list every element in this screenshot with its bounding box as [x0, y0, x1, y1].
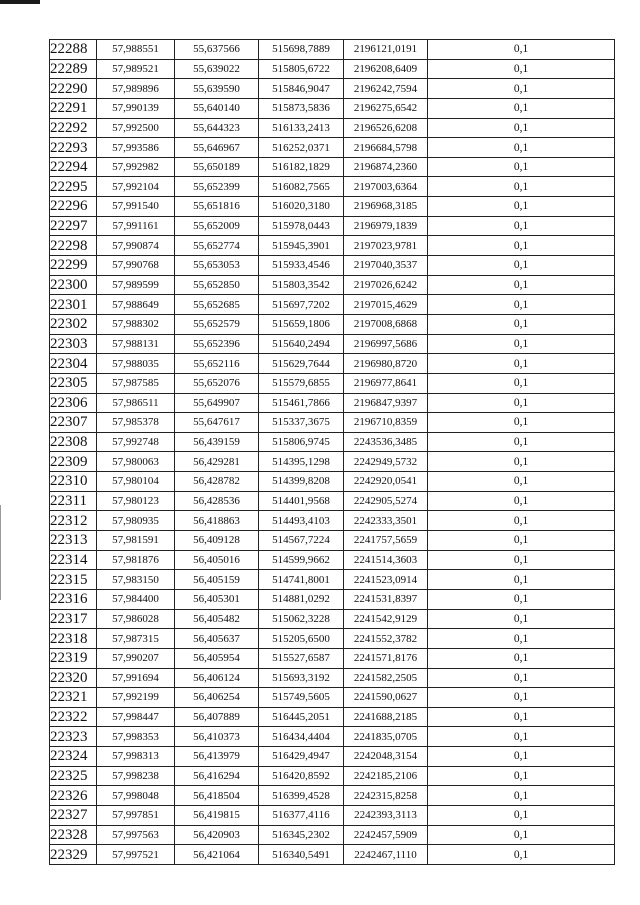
point-number-cell: 22315	[50, 570, 97, 590]
latitude-cell: 57,980104	[97, 472, 175, 492]
x-coordinate-cell: 515579,6855	[259, 373, 344, 393]
point-number-cell: 22309	[50, 452, 97, 472]
x-coordinate-cell: 516345,2302	[259, 825, 344, 845]
accuracy-cell: 0,1	[428, 511, 615, 531]
accuracy-cell: 0,1	[428, 59, 615, 79]
accuracy-cell: 0,1	[428, 118, 615, 138]
x-coordinate-cell: 515749,5605	[259, 688, 344, 708]
x-coordinate-cell: 516434,4404	[259, 727, 344, 747]
x-coordinate-cell: 515805,6722	[259, 59, 344, 79]
table-row	[50, 609, 615, 629]
table-row	[50, 373, 615, 393]
y-coordinate-cell: 2241542,9129	[344, 609, 428, 629]
table-row	[50, 40, 615, 60]
table-row	[50, 707, 615, 727]
y-coordinate-cell: 2241571,8176	[344, 648, 428, 668]
point-number-cell: 22319	[50, 648, 97, 668]
table-row	[50, 825, 615, 845]
table-row	[50, 334, 615, 354]
y-coordinate-cell: 2196684,5798	[344, 138, 428, 158]
latitude-cell: 57,987585	[97, 373, 175, 393]
point-number-cell: 22292	[50, 118, 97, 138]
table-row	[50, 805, 615, 825]
y-coordinate-cell: 2241688,2185	[344, 707, 428, 727]
longitude-cell: 55,647617	[175, 413, 259, 433]
latitude-cell: 57,991694	[97, 668, 175, 688]
y-coordinate-cell: 2241514,3603	[344, 550, 428, 570]
x-coordinate-cell: 515945,3901	[259, 236, 344, 256]
latitude-cell: 57,984400	[97, 589, 175, 609]
latitude-cell: 57,980935	[97, 511, 175, 531]
table-row	[50, 59, 615, 79]
scan-edge-line	[0, 505, 1, 600]
latitude-cell: 57,992748	[97, 432, 175, 452]
latitude-cell: 57,993586	[97, 138, 175, 158]
table-row	[50, 531, 615, 551]
x-coordinate-cell: 516133,2413	[259, 118, 344, 138]
table-row	[50, 236, 615, 256]
y-coordinate-cell: 2242393,3113	[344, 805, 428, 825]
y-coordinate-cell: 2196526,6208	[344, 118, 428, 138]
table-row	[50, 668, 615, 688]
longitude-cell: 55,650189	[175, 157, 259, 177]
longitude-cell: 56,418504	[175, 786, 259, 806]
x-coordinate-cell: 515659,1806	[259, 314, 344, 334]
x-coordinate-cell: 516020,3180	[259, 197, 344, 217]
y-coordinate-cell: 2242920,0541	[344, 472, 428, 492]
point-number-cell: 22327	[50, 805, 97, 825]
accuracy-cell: 0,1	[428, 79, 615, 99]
point-number-cell: 22313	[50, 531, 97, 551]
longitude-cell: 56,421064	[175, 845, 259, 865]
accuracy-cell: 0,1	[428, 786, 615, 806]
y-coordinate-cell: 2196847,9397	[344, 393, 428, 413]
x-coordinate-cell: 516340,5491	[259, 845, 344, 865]
point-number-cell: 22298	[50, 236, 97, 256]
table-row	[50, 354, 615, 374]
x-coordinate-cell: 514401,9568	[259, 491, 344, 511]
table-row	[50, 216, 615, 236]
point-number-cell: 22314	[50, 550, 97, 570]
accuracy-cell: 0,1	[428, 373, 615, 393]
longitude-cell: 56,428782	[175, 472, 259, 492]
y-coordinate-cell: 2196979,1839	[344, 216, 428, 236]
table-row	[50, 766, 615, 786]
x-coordinate-cell: 515337,3675	[259, 413, 344, 433]
table-row	[50, 98, 615, 118]
latitude-cell: 57,990207	[97, 648, 175, 668]
point-number-cell: 22302	[50, 314, 97, 334]
latitude-cell: 57,983150	[97, 570, 175, 590]
accuracy-cell: 0,1	[428, 275, 615, 295]
latitude-cell: 57,992982	[97, 157, 175, 177]
point-number-cell: 22305	[50, 373, 97, 393]
latitude-cell: 57,998048	[97, 786, 175, 806]
x-coordinate-cell: 515697,7202	[259, 295, 344, 315]
longitude-cell: 56,410373	[175, 727, 259, 747]
accuracy-cell: 0,1	[428, 707, 615, 727]
accuracy-cell: 0,1	[428, 197, 615, 217]
x-coordinate-cell: 516399,4528	[259, 786, 344, 806]
y-coordinate-cell: 2242457,5909	[344, 825, 428, 845]
y-coordinate-cell: 2241552,3782	[344, 629, 428, 649]
y-coordinate-cell: 2196121,0191	[344, 40, 428, 60]
y-coordinate-cell: 2197023,9781	[344, 236, 428, 256]
x-coordinate-cell: 516420,8592	[259, 766, 344, 786]
point-number-cell: 22310	[50, 472, 97, 492]
latitude-cell: 57,997521	[97, 845, 175, 865]
latitude-cell: 57,998353	[97, 727, 175, 747]
y-coordinate-cell: 2242185,2106	[344, 766, 428, 786]
accuracy-cell: 0,1	[428, 550, 615, 570]
x-coordinate-cell: 515461,7866	[259, 393, 344, 413]
point-number-cell: 22289	[50, 59, 97, 79]
latitude-cell: 57,988302	[97, 314, 175, 334]
longitude-cell: 55,639590	[175, 79, 259, 99]
longitude-cell: 55,651816	[175, 197, 259, 217]
accuracy-cell: 0,1	[428, 609, 615, 629]
accuracy-cell: 0,1	[428, 727, 615, 747]
longitude-cell: 55,652399	[175, 177, 259, 197]
table-row	[50, 747, 615, 767]
point-number-cell: 22295	[50, 177, 97, 197]
table-row	[50, 256, 615, 276]
longitude-cell: 56,407889	[175, 707, 259, 727]
longitude-cell: 55,652116	[175, 354, 259, 374]
accuracy-cell: 0,1	[428, 805, 615, 825]
latitude-cell: 57,987315	[97, 629, 175, 649]
table-row	[50, 197, 615, 217]
y-coordinate-cell: 2242048,3154	[344, 747, 428, 767]
y-coordinate-cell: 2197026,6242	[344, 275, 428, 295]
accuracy-cell: 0,1	[428, 98, 615, 118]
longitude-cell: 55,652396	[175, 334, 259, 354]
y-coordinate-cell: 2197015,4629	[344, 295, 428, 315]
table-row	[50, 118, 615, 138]
x-coordinate-cell: 515205,6500	[259, 629, 344, 649]
longitude-cell: 55,646967	[175, 138, 259, 158]
table-row	[50, 452, 615, 472]
longitude-cell: 55,652579	[175, 314, 259, 334]
latitude-cell: 57,988551	[97, 40, 175, 60]
x-coordinate-cell: 515873,5836	[259, 98, 344, 118]
longitude-cell: 55,637566	[175, 40, 259, 60]
x-coordinate-cell: 514741,8001	[259, 570, 344, 590]
y-coordinate-cell: 2241590,0627	[344, 688, 428, 708]
y-coordinate-cell: 2196710,8359	[344, 413, 428, 433]
table-row	[50, 314, 615, 334]
latitude-cell: 57,991161	[97, 216, 175, 236]
table-row	[50, 177, 615, 197]
y-coordinate-cell: 2196874,2360	[344, 157, 428, 177]
longitude-cell: 55,649907	[175, 393, 259, 413]
point-number-cell: 22304	[50, 354, 97, 374]
point-number-cell: 22300	[50, 275, 97, 295]
accuracy-cell: 0,1	[428, 747, 615, 767]
accuracy-cell: 0,1	[428, 825, 615, 845]
longitude-cell: 56,406254	[175, 688, 259, 708]
accuracy-cell: 0,1	[428, 334, 615, 354]
y-coordinate-cell: 2242315,8258	[344, 786, 428, 806]
table-row	[50, 550, 615, 570]
x-coordinate-cell: 515806,9745	[259, 432, 344, 452]
x-coordinate-cell: 515640,2494	[259, 334, 344, 354]
accuracy-cell: 0,1	[428, 688, 615, 708]
latitude-cell: 57,981591	[97, 531, 175, 551]
y-coordinate-cell: 2242467,1110	[344, 845, 428, 865]
longitude-cell: 56,405482	[175, 609, 259, 629]
table-row	[50, 688, 615, 708]
point-number-cell: 22329	[50, 845, 97, 865]
longitude-cell: 56,420903	[175, 825, 259, 845]
latitude-cell: 57,989521	[97, 59, 175, 79]
point-number-cell: 22320	[50, 668, 97, 688]
accuracy-cell: 0,1	[428, 216, 615, 236]
x-coordinate-cell: 515698,7889	[259, 40, 344, 60]
scan-edge-mark	[0, 0, 40, 4]
y-coordinate-cell: 2197040,3537	[344, 256, 428, 276]
longitude-cell: 56,406124	[175, 668, 259, 688]
table-row	[50, 413, 615, 433]
latitude-cell: 57,990768	[97, 256, 175, 276]
latitude-cell: 57,988035	[97, 354, 175, 374]
y-coordinate-cell: 2196208,6409	[344, 59, 428, 79]
latitude-cell: 57,997851	[97, 805, 175, 825]
accuracy-cell: 0,1	[428, 314, 615, 334]
longitude-cell: 56,418863	[175, 511, 259, 531]
accuracy-cell: 0,1	[428, 413, 615, 433]
latitude-cell: 57,980063	[97, 452, 175, 472]
y-coordinate-cell: 2196997,5686	[344, 334, 428, 354]
table-row	[50, 845, 615, 865]
longitude-cell: 55,652774	[175, 236, 259, 256]
x-coordinate-cell: 514881,0292	[259, 589, 344, 609]
point-number-cell: 22294	[50, 157, 97, 177]
accuracy-cell: 0,1	[428, 491, 615, 511]
accuracy-cell: 0,1	[428, 589, 615, 609]
point-number-cell: 22325	[50, 766, 97, 786]
latitude-cell: 57,990874	[97, 236, 175, 256]
table-row	[50, 275, 615, 295]
point-number-cell: 22299	[50, 256, 97, 276]
table-row	[50, 589, 615, 609]
table-row	[50, 629, 615, 649]
latitude-cell: 57,992104	[97, 177, 175, 197]
accuracy-cell: 0,1	[428, 354, 615, 374]
longitude-cell: 55,652850	[175, 275, 259, 295]
y-coordinate-cell: 2241531,8397	[344, 589, 428, 609]
table-row	[50, 570, 615, 590]
point-number-cell: 22296	[50, 197, 97, 217]
longitude-cell: 55,652685	[175, 295, 259, 315]
y-coordinate-cell: 2196242,7594	[344, 79, 428, 99]
accuracy-cell: 0,1	[428, 629, 615, 649]
longitude-cell: 56,405637	[175, 629, 259, 649]
y-coordinate-cell: 2196275,6542	[344, 98, 428, 118]
latitude-cell: 57,981876	[97, 550, 175, 570]
y-coordinate-cell: 2242949,5732	[344, 452, 428, 472]
accuracy-cell: 0,1	[428, 295, 615, 315]
x-coordinate-cell: 516082,7565	[259, 177, 344, 197]
latitude-cell: 57,998447	[97, 707, 175, 727]
table-row	[50, 157, 615, 177]
latitude-cell: 57,992500	[97, 118, 175, 138]
x-coordinate-cell: 515693,3192	[259, 668, 344, 688]
longitude-cell: 55,652009	[175, 216, 259, 236]
table-row	[50, 393, 615, 413]
table-row	[50, 138, 615, 158]
x-coordinate-cell: 516429,4947	[259, 747, 344, 767]
y-coordinate-cell: 2197003,6364	[344, 177, 428, 197]
y-coordinate-cell: 2196968,3185	[344, 197, 428, 217]
x-coordinate-cell: 515846,9047	[259, 79, 344, 99]
longitude-cell: 56,413979	[175, 747, 259, 767]
longitude-cell: 55,639022	[175, 59, 259, 79]
latitude-cell: 57,998238	[97, 766, 175, 786]
accuracy-cell: 0,1	[428, 432, 615, 452]
accuracy-cell: 0,1	[428, 472, 615, 492]
point-number-cell: 22303	[50, 334, 97, 354]
point-number-cell: 22308	[50, 432, 97, 452]
x-coordinate-cell: 514399,8208	[259, 472, 344, 492]
latitude-cell: 57,997563	[97, 825, 175, 845]
y-coordinate-cell: 2241757,5659	[344, 531, 428, 551]
accuracy-cell: 0,1	[428, 766, 615, 786]
x-coordinate-cell: 514599,9662	[259, 550, 344, 570]
accuracy-cell: 0,1	[428, 668, 615, 688]
table-row	[50, 511, 615, 531]
latitude-cell: 57,985378	[97, 413, 175, 433]
point-number-cell: 22291	[50, 98, 97, 118]
accuracy-cell: 0,1	[428, 236, 615, 256]
latitude-cell: 57,986511	[97, 393, 175, 413]
table-row	[50, 786, 615, 806]
y-coordinate-cell: 2242905,5274	[344, 491, 428, 511]
point-number-cell: 22301	[50, 295, 97, 315]
accuracy-cell: 0,1	[428, 570, 615, 590]
latitude-cell: 57,989896	[97, 79, 175, 99]
longitude-cell: 55,653053	[175, 256, 259, 276]
point-number-cell: 22311	[50, 491, 97, 511]
accuracy-cell: 0,1	[428, 40, 615, 60]
longitude-cell: 56,428536	[175, 491, 259, 511]
point-number-cell: 22288	[50, 40, 97, 60]
latitude-cell: 57,986028	[97, 609, 175, 629]
y-coordinate-cell: 2197008,6868	[344, 314, 428, 334]
accuracy-cell: 0,1	[428, 845, 615, 865]
point-number-cell: 22290	[50, 79, 97, 99]
table-row	[50, 727, 615, 747]
x-coordinate-cell: 515629,7644	[259, 354, 344, 374]
x-coordinate-cell: 515933,4546	[259, 256, 344, 276]
x-coordinate-cell: 514395,1298	[259, 452, 344, 472]
accuracy-cell: 0,1	[428, 138, 615, 158]
x-coordinate-cell: 515527,6587	[259, 648, 344, 668]
longitude-cell: 56,439159	[175, 432, 259, 452]
longitude-cell: 56,419815	[175, 805, 259, 825]
accuracy-cell: 0,1	[428, 452, 615, 472]
latitude-cell: 57,989599	[97, 275, 175, 295]
point-number-cell: 22293	[50, 138, 97, 158]
point-number-cell: 22328	[50, 825, 97, 845]
point-number-cell: 22324	[50, 747, 97, 767]
y-coordinate-cell: 2196977,8641	[344, 373, 428, 393]
accuracy-cell: 0,1	[428, 256, 615, 276]
point-number-cell: 22326	[50, 786, 97, 806]
point-number-cell: 22322	[50, 707, 97, 727]
point-number-cell: 22323	[50, 727, 97, 747]
table-row	[50, 648, 615, 668]
longitude-cell: 56,409128	[175, 531, 259, 551]
latitude-cell: 57,988131	[97, 334, 175, 354]
point-number-cell: 22312	[50, 511, 97, 531]
x-coordinate-cell: 514493,4103	[259, 511, 344, 531]
point-number-cell: 22297	[50, 216, 97, 236]
table-row	[50, 472, 615, 492]
table-row	[50, 432, 615, 452]
latitude-cell: 57,991540	[97, 197, 175, 217]
point-number-cell: 22307	[50, 413, 97, 433]
point-number-cell: 22316	[50, 589, 97, 609]
x-coordinate-cell: 514567,7224	[259, 531, 344, 551]
coordinates-table-body	[50, 40, 615, 865]
x-coordinate-cell: 516182,1829	[259, 157, 344, 177]
y-coordinate-cell: 2243536,3485	[344, 432, 428, 452]
point-number-cell: 22317	[50, 609, 97, 629]
coordinates-table	[49, 39, 615, 865]
table-row	[50, 491, 615, 511]
longitude-cell: 55,644323	[175, 118, 259, 138]
longitude-cell: 56,405159	[175, 570, 259, 590]
point-number-cell: 22321	[50, 688, 97, 708]
latitude-cell: 57,980123	[97, 491, 175, 511]
latitude-cell: 57,998313	[97, 747, 175, 767]
longitude-cell: 56,429281	[175, 452, 259, 472]
accuracy-cell: 0,1	[428, 648, 615, 668]
y-coordinate-cell: 2196980,8720	[344, 354, 428, 374]
latitude-cell: 57,990139	[97, 98, 175, 118]
y-coordinate-cell: 2242333,3501	[344, 511, 428, 531]
y-coordinate-cell: 2241523,0914	[344, 570, 428, 590]
table-row	[50, 295, 615, 315]
accuracy-cell: 0,1	[428, 157, 615, 177]
x-coordinate-cell: 516445,2051	[259, 707, 344, 727]
longitude-cell: 56,405301	[175, 589, 259, 609]
accuracy-cell: 0,1	[428, 531, 615, 551]
latitude-cell: 57,988649	[97, 295, 175, 315]
point-number-cell: 22318	[50, 629, 97, 649]
x-coordinate-cell: 515803,3542	[259, 275, 344, 295]
longitude-cell: 55,640140	[175, 98, 259, 118]
accuracy-cell: 0,1	[428, 177, 615, 197]
x-coordinate-cell: 515978,0443	[259, 216, 344, 236]
longitude-cell: 56,405954	[175, 648, 259, 668]
y-coordinate-cell: 2241582,2505	[344, 668, 428, 688]
longitude-cell: 55,652076	[175, 373, 259, 393]
x-coordinate-cell: 515062,3228	[259, 609, 344, 629]
x-coordinate-cell: 516252,0371	[259, 138, 344, 158]
point-number-cell: 22306	[50, 393, 97, 413]
accuracy-cell: 0,1	[428, 393, 615, 413]
table-row	[50, 79, 615, 99]
y-coordinate-cell: 2241835,0705	[344, 727, 428, 747]
x-coordinate-cell: 516377,4116	[259, 805, 344, 825]
latitude-cell: 57,992199	[97, 688, 175, 708]
longitude-cell: 56,405016	[175, 550, 259, 570]
longitude-cell: 56,416294	[175, 766, 259, 786]
